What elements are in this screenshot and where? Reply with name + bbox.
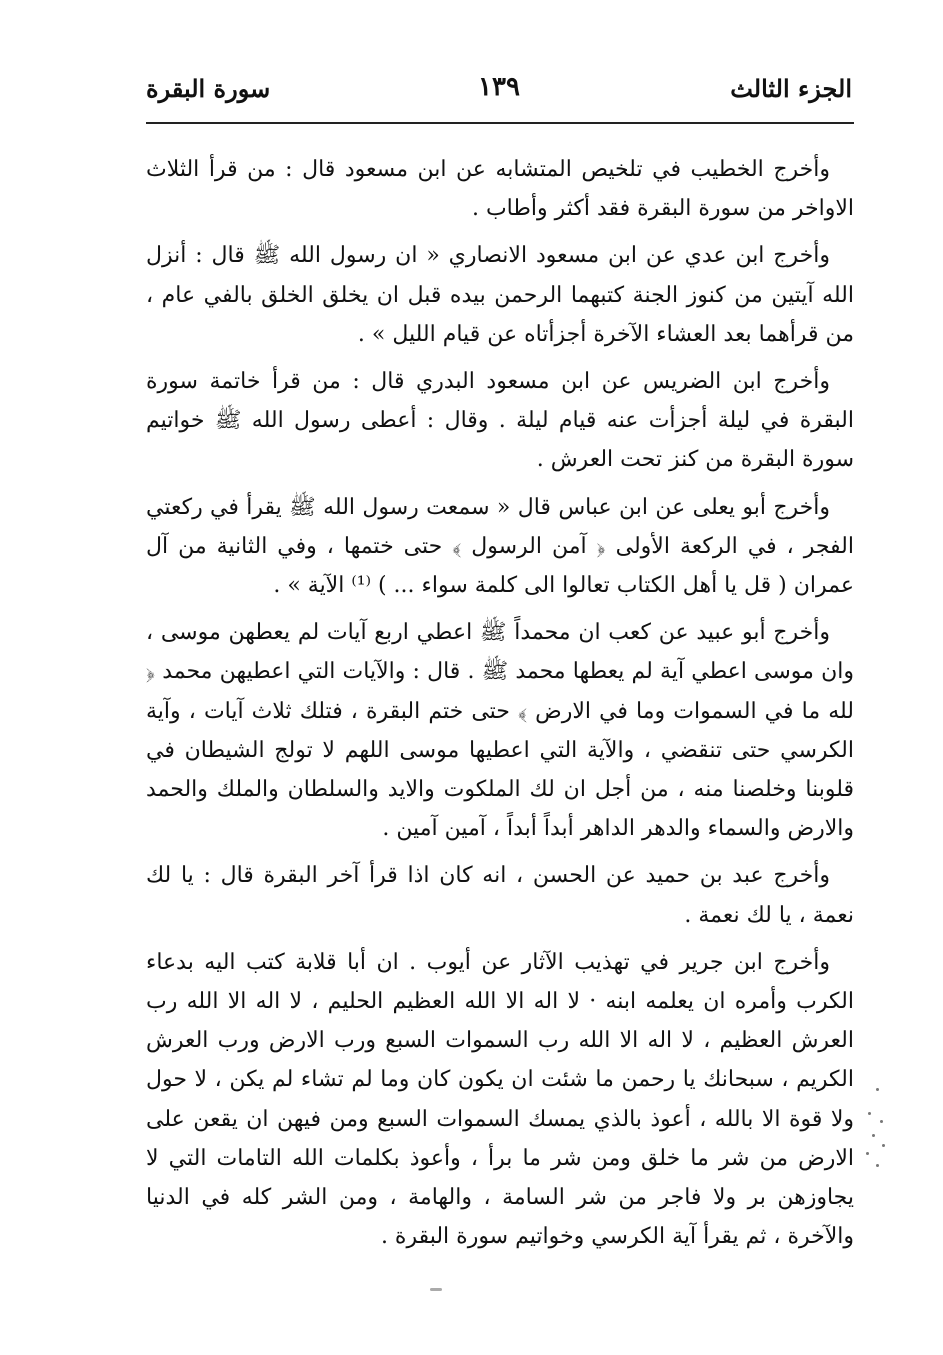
part-title: الجزء الثالث [730,74,852,103]
scan-mark [430,1288,442,1291]
paragraph-1: وأخرج الخطيب في تلخيص المتشابه عن ابن مسعود قال : من قرأ الثلاث الاواخر من سورة البقرة فقد أكثر وأطاب . [146,157,854,222]
paragraph-4: وأخرج أبو يعلى عن ابن عباس قال « سمعت رسول الله ﷺ يقرأ في ركعتي الفجر ، في الركعة الأولى ﴿ آمن الرسول ﴾ حتى ختمها ، وفي الثانية من آل عمران ( قل يا أهل الكتاب تعالوا الى كلمة سواء ... ) ⁽¹⁾ الآية » . [146,494,854,599]
scan-specks [862,1086,888,1176]
paragraph-2: وأخرج ابن عدي عن ابن مسعود الانصاري « ان رسول الله ﷺ قال : أنزل الله آيتين من كنوز الجنة كتبهما الرحمن بيده قبل ان يخلق الخلق بالفي عام ، من قرأهما بعد العشاء الآخرة أجزأتاه عن قيام الليل » . [146,243,854,347]
page-body [146,150,854,1264]
header-divider [146,122,854,124]
paragraph-3: وأخرج ابن الضريس عن ابن مسعود البدري قال : من قرأ خاتمة سورة البقرة في ليلة أجزأت عنه قيام ليلة . وقال : أعطى رسول الله ﷺ خواتيم سورة البقرة من كنز تحت العرش . [146,369,854,473]
paragraph-6: وأخرج عبد بن حميد عن الحسن ، انه كان اذا قرأ آخر البقرة قال : يا لك نعمة ، يا لك نعمة . [146,863,854,928]
paragraph-5: وأخرج أبو عبيد عن كعب ان محمداً ﷺ اعطي اربع آيات لم يعطهن موسى ، وان موسى اعطي آية لم يعطها محمد ﷺ . قال : والآيات التي اعطيهن محمد ﴿ لله ما في السموات وما في الارض ﴾ حتى ختم البقرة ، فتلك ثلاث آيات ، وآية الكرسي حتى تنقضي ، والآية التي اعطيها موسى اللهم لا تولج الشيطان في قلوبنا وخلصنا منه ، من أجل ان لك الملكوت والايد والسلطان والملك والحمد والارض والسماء والدهر الداهر أبداً أبداً ، آمين آمين . [146,620,854,842]
page-header [146,74,852,118]
surah-title: سورة البقرة [146,74,271,103]
page-number: ١٣٩ [478,72,520,102]
paragraph-7: وأخرج ابن جرير في تهذيب الآثار عن أيوب . ان أبا قلابة كتب اليه بدعاء الكرب وأمره ان يعلمه ابنه · لا اله الا الله العظيم الحليم ، لا اله الا الله رب العرش العظيم ، لا اله الا الله رب السموات السبع ورب الارض ورب العرش الكريم ، سبحانك يا رحمن ما شئت ان يكون كان وما لم تشاء لم يكن ، لا حول ولا قوة الا بالله ، أعوذ بالذي يمسك السموات السبع ومن فيهن ان يقعن على الارض من شر ما خلق ومن شر ما برأ ، وأعوذ بكلمات الله التامات التي لا يجاوزهن بر ولا فاجر من شر السامة ، والهامة ، ومن الشر كله في الدنيا والآخرة ، ثم يقرأ آية الكرسي وخواتيم سورة البقرة . [146,949,854,1250]
